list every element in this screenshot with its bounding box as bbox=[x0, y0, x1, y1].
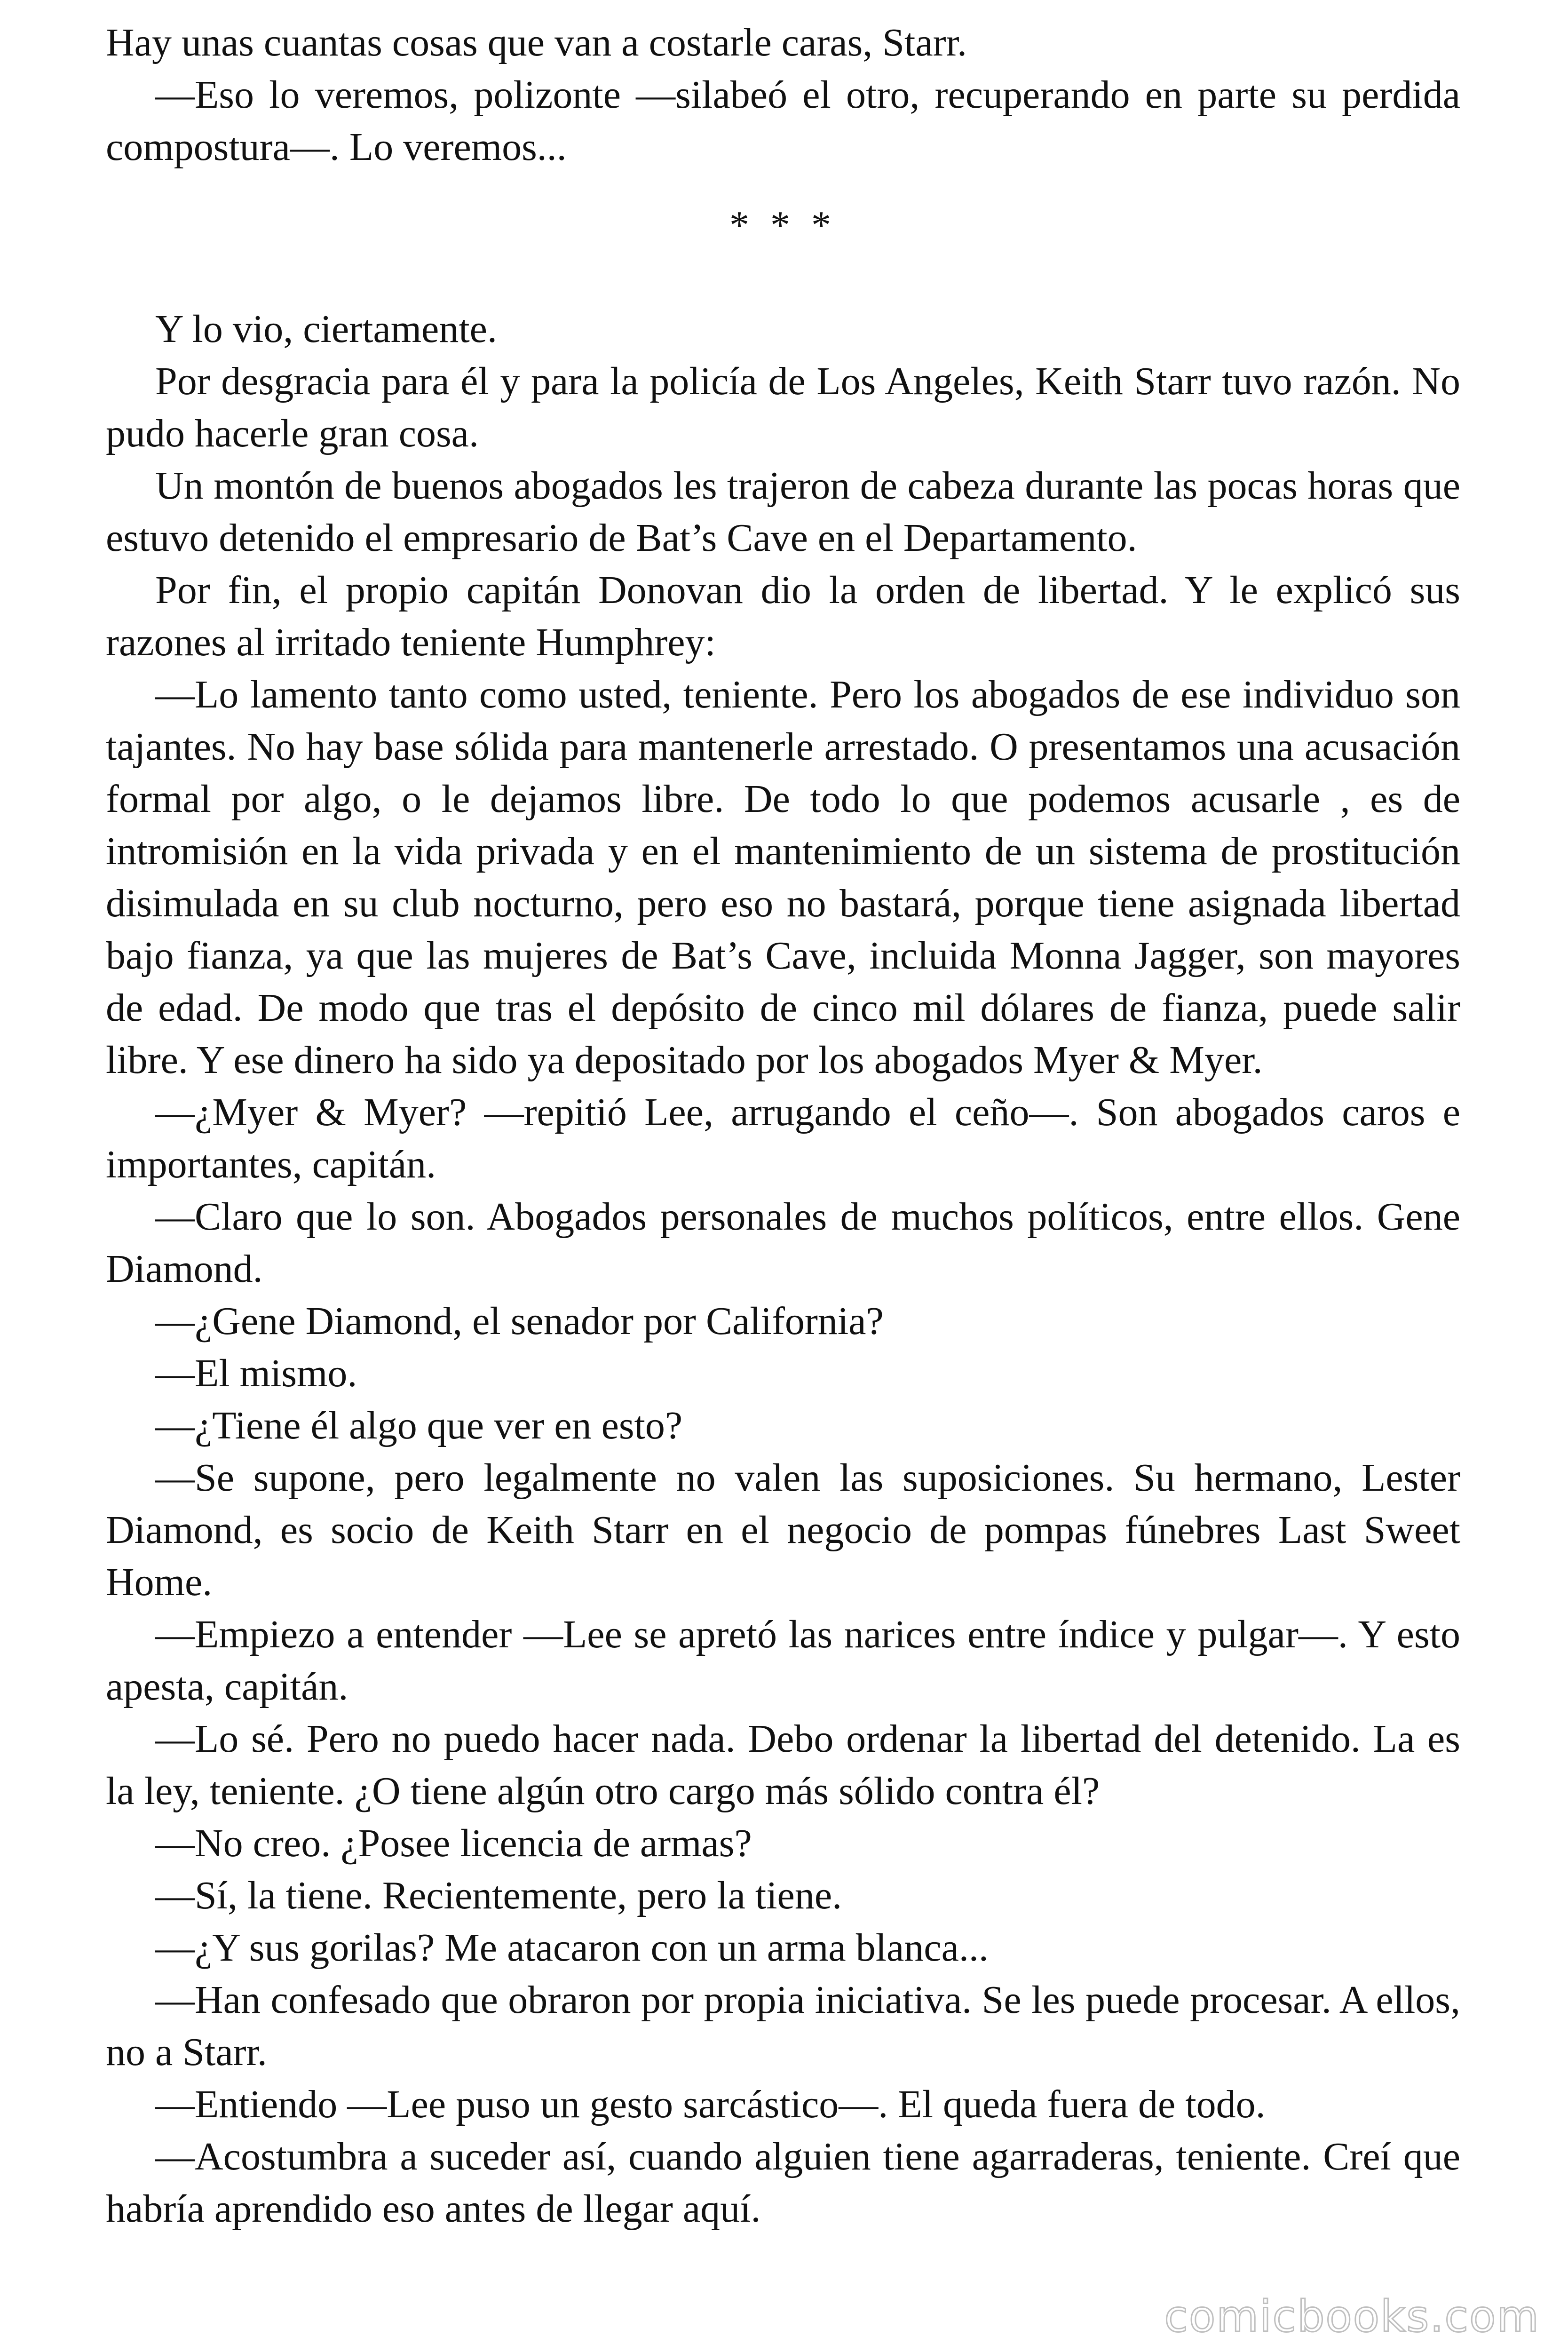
section-separator: * * * bbox=[729, 203, 837, 247]
paragraph: —¿Gene Diamond, el senador por California? bbox=[155, 1299, 884, 1343]
paragraph: —Lo sé. Pero no puedo hacer nada. Debo ordenar la libertad del detenido. La es la ley, teniente. ¿O tiene algún otro cargo más sólido contra él? bbox=[106, 1717, 1460, 1813]
paragraph: Un montón de buenos abogados les trajeron de cabeza durante las pocas horas que estuvo detenido el empresario de Bat’s Cave en el Departamento. bbox=[106, 464, 1460, 560]
paragraph: —No creo. ¿Posee licencia de armas? bbox=[155, 1821, 752, 1865]
paragraph: —Sí, la tiene. Recientemente, pero la tiene. bbox=[155, 1874, 842, 1917]
paragraph: —¿Myer & Myer? —repitió Lee, arrugando el ceño—. Son abogados caros e importantes, capitán. bbox=[106, 1090, 1460, 1186]
paragraph: —El mismo. bbox=[155, 1351, 357, 1395]
paragraph: Hay unas cuantas cosas que van a costarle caras, Starr. bbox=[106, 21, 967, 64]
paragraph: —Lo lamento tanto como usted, teniente. Pero los abogados de ese individuo son tajantes. No hay base sólida para mantenerle arrestado. O presentamos una acusación formal por algo, o le dejamos libre. De todo lo que podemos acusarle , es de intromisión en la vida privada y en el mantenimiento de un sistema de prostitución disimulada en su club nocturno, pero eso no bastará, porque tiene asignada libertad bajo fianza, ya que las mujeres de Bat’s Cave, incluida Monna Jagger, son mayores de edad. De modo que tras el depósito de cinco mil dólares de fianza, puede salir libre. Y ese dinero ha sido ya depositado por los abogados Myer & Myer. bbox=[106, 673, 1460, 1082]
paragraph: —Han confesado que obraron por propia iniciativa. Se les puede procesar. A ellos, no a Starr. bbox=[106, 1978, 1460, 2074]
paragraph: —Se supone, pero legalmente no valen las suposiciones. Su hermano, Lester Diamond, es socio de Keith Starr en el negocio de pompas fúnebres Last Sweet Home. bbox=[106, 1456, 1460, 1604]
paragraph: —Empiezo a entender —Lee se apretó las narices entre índice y pulgar—. Y esto apesta, capitán. bbox=[106, 1613, 1460, 1708]
text-block-bottom bbox=[106, 303, 1460, 2235]
paragraph: —¿Y sus gorilas? Me atacaron con un arma blanca... bbox=[155, 1926, 989, 1970]
paragraph: —Acostumbra a suceder así, cuando alguien tiene agarraderas, teniente. Creí que habría aprendido eso antes de llegar aquí. bbox=[106, 2135, 1460, 2231]
paragraph: —¿Tiene él algo que ver en esto? bbox=[155, 1404, 683, 1447]
paragraph: Por fin, el propio capitán Donovan dio la orden de libertad. Y le explicó sus razones al irritado teniente Humphrey: bbox=[106, 568, 1460, 664]
text-block-top bbox=[106, 16, 1460, 173]
paragraph: —Eso lo veremos, polizonte —silabeó el otro, recuperando en parte su perdida compostura—. Lo veremos... bbox=[106, 73, 1460, 169]
paragraph: —Claro que lo son. Abogados personales de muchos políticos, entre ellos. Gene Diamond. bbox=[106, 1195, 1460, 1291]
paragraph: Por desgracia para él y para la policía de Los Angeles, Keith Starr tuvo razón. No pudo hacerle gran cosa. bbox=[106, 359, 1460, 455]
paragraph: —Entiendo —Lee puso un gesto sarcástico—. El queda fuera de todo. bbox=[155, 2082, 1266, 2126]
watermark-logo: comicbooks.com bbox=[1164, 2291, 1540, 2342]
page-body bbox=[106, 16, 1460, 2235]
paragraph: Y lo vio, ciertamente. bbox=[155, 307, 497, 351]
